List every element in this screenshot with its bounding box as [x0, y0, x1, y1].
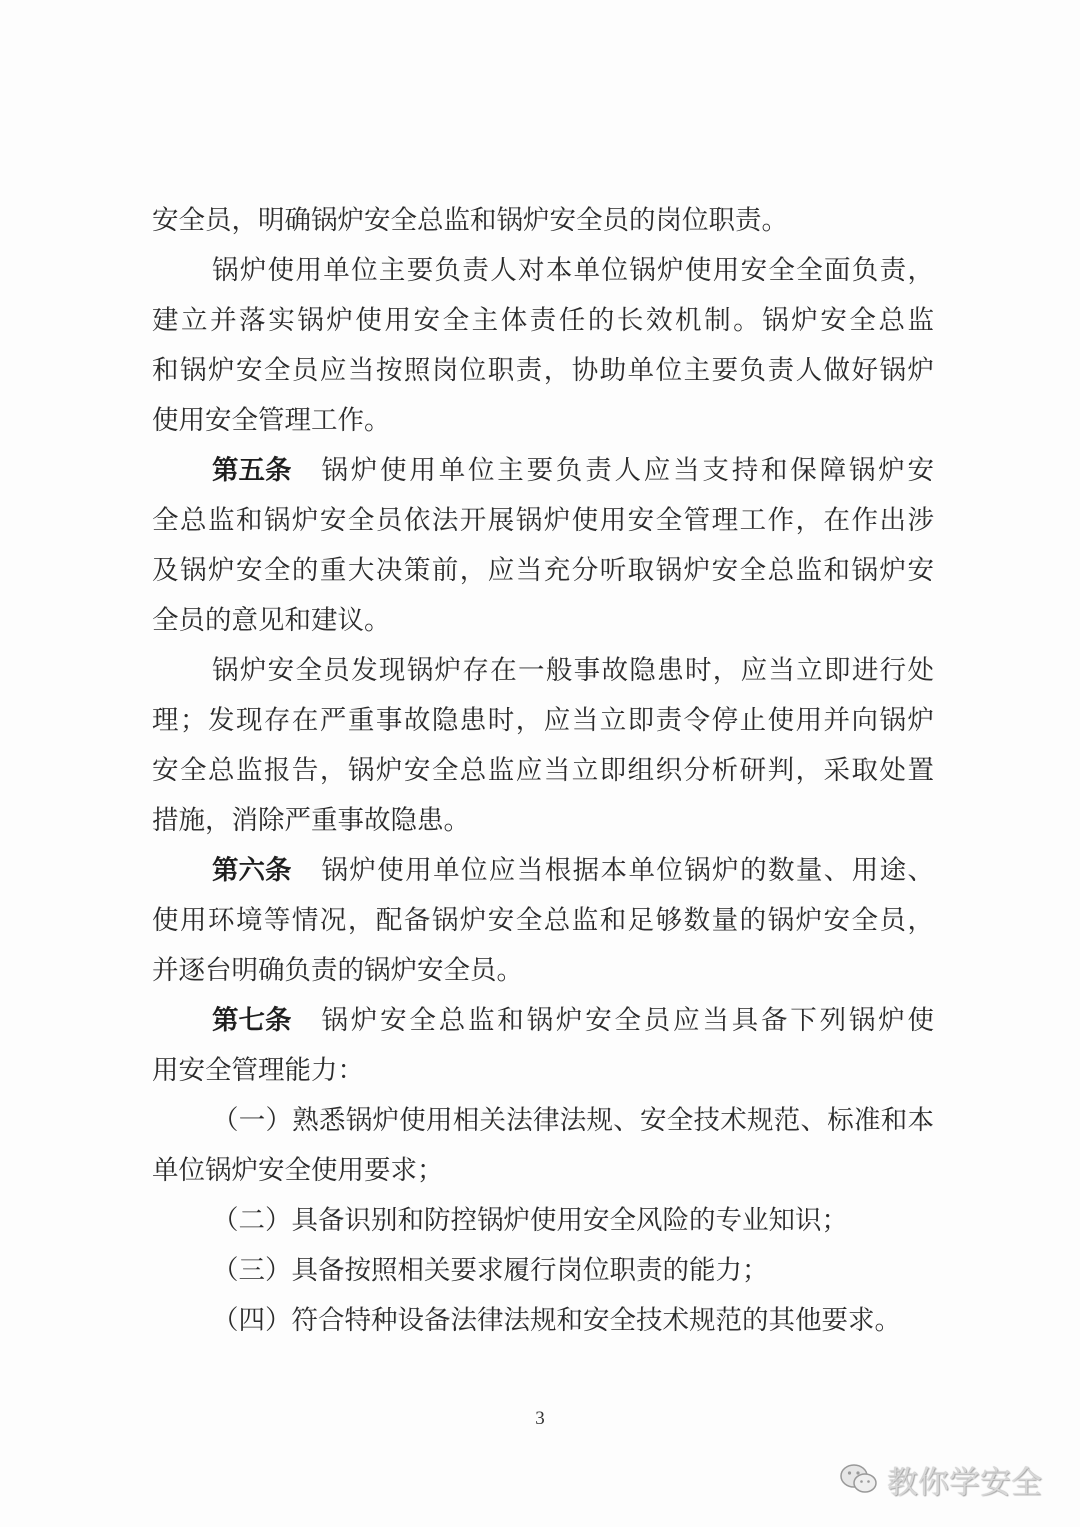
page-number: 3 — [535, 1408, 545, 1429]
text-line: （四）符合特种设备法律法规和安全技术规范的其他要求。 — [212, 1305, 901, 1336]
text-line: 锅炉使用单位主要负责人应当支持和保障锅炉安 — [321, 455, 934, 486]
text-line: 理；发现存在严重事故隐患时，应当立即责令停止使用并向锅炉 — [152, 705, 934, 736]
article-label: 第五条 — [212, 455, 292, 486]
text-line: （一）熟悉锅炉使用相关法律法规、安全技术规范、标准和本 — [212, 1105, 934, 1136]
text-line: 用安全管理能力： — [152, 1055, 364, 1086]
text-line: 建立并落实锅炉使用安全主体责任的长效机制。锅炉安全总监 — [152, 305, 934, 336]
text-line: 使用安全管理工作。 — [152, 405, 391, 436]
article-label: 第七条 — [212, 1005, 292, 1036]
text-line: 全总监和锅炉安全员依法开展锅炉使用安全管理工作，在作出涉 — [152, 505, 934, 536]
text-line: 锅炉安全员发现锅炉存在一般事故隐患时，应当立即进行处 — [212, 655, 934, 686]
watermark-text: 教你学安全 — [887, 1464, 1042, 1501]
text-line: 安全员，明确锅炉安全总监和锅炉安全员的岗位职责。 — [152, 205, 788, 236]
article-five-line — [212, 446, 934, 496]
text-line: 措施，消除严重事故隐患。 — [152, 805, 470, 836]
wechat-icon — [839, 1462, 879, 1496]
watermark — [839, 1456, 1042, 1502]
text-line: （三）具备按照相关要求履行岗位职责的能力； — [212, 1255, 769, 1286]
text-line: 和锅炉安全员应当按照岗位职责，协助单位主要负责人做好锅炉 — [152, 355, 934, 386]
article-label: 第六条 — [212, 855, 292, 886]
article-six-line — [212, 846, 934, 896]
text-line: 并逐台明确负责的锅炉安全员。 — [152, 955, 523, 986]
text-line: 单位锅炉安全使用要求； — [152, 1155, 444, 1186]
text-line: 全员的意见和建议。 — [152, 605, 391, 636]
text-line: 锅炉使用单位主要负责人对本单位锅炉使用安全全面负责， — [212, 255, 934, 286]
text-line: 锅炉使用单位应当根据本单位锅炉的数量、用途、 — [321, 855, 934, 886]
article-seven-line — [212, 996, 934, 1046]
text-line: 锅炉安全总监和锅炉安全员应当具备下列锅炉使 — [321, 1005, 934, 1036]
text-line: 使用环境等情况，配备锅炉安全总监和足够数量的锅炉安全员， — [152, 905, 934, 936]
text-line: 安全总监报告，锅炉安全总监应当立即组织分析研判，采取处置 — [152, 755, 934, 786]
text-line: 及锅炉安全的重大决策前，应当充分听取锅炉安全总监和锅炉安 — [152, 555, 934, 586]
text-line: （二）具备识别和防控锅炉使用安全风险的专业知识； — [212, 1205, 848, 1236]
